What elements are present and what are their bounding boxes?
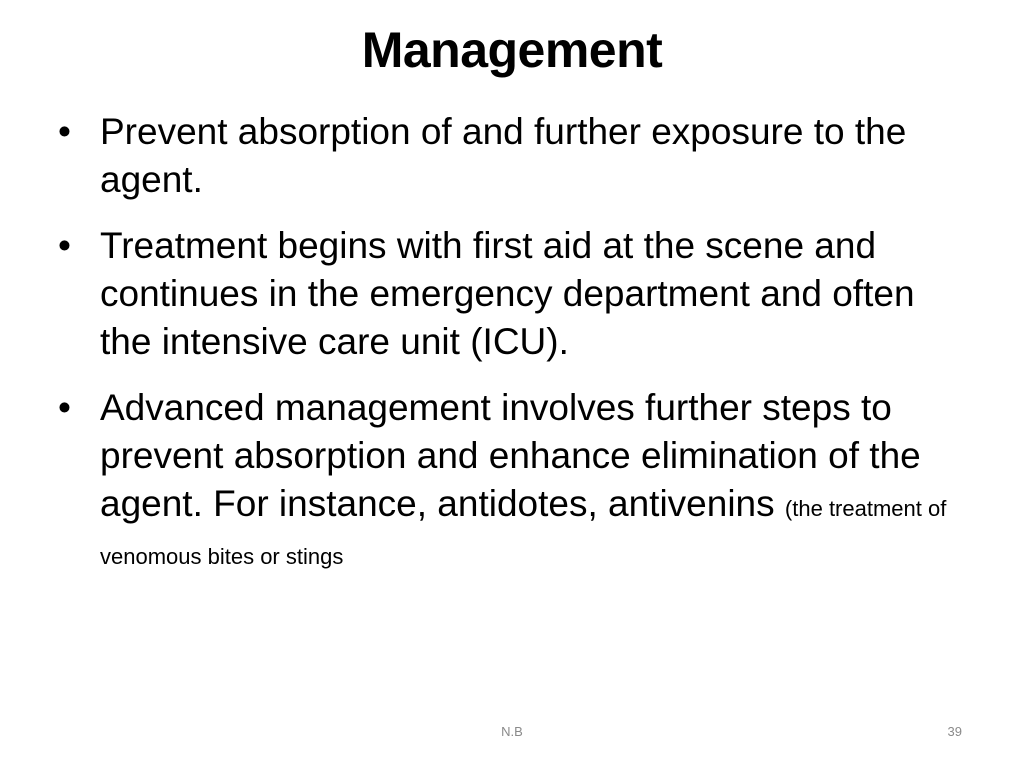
bullet-text: Treatment begins with first aid at the scene and continues in the emergency department and often the intensive care unit (ICU). [100, 225, 915, 362]
bullet-text: Advanced management involves further steps to prevent absorption and enhance elimination of the agent. For instance, antidotes, antivenins [100, 387, 921, 524]
bullet-item [58, 222, 968, 366]
bullet-item [58, 108, 968, 204]
bullet-list [58, 108, 968, 594]
bullet-small-text: (the treatment of venomous bites or stings [100, 496, 947, 569]
slide-page-number: 39 [947, 724, 962, 739]
footer-author: N.B [501, 724, 523, 739]
bullet-text: Prevent absorption of and further exposure to the agent. [100, 111, 907, 200]
bullet-item [58, 384, 968, 576]
bullet-dot-icon: • [58, 387, 71, 428]
bullet-dot-icon: • [58, 111, 71, 152]
slide-title: Management [361, 22, 663, 78]
bullet-dot-icon: • [58, 225, 71, 266]
